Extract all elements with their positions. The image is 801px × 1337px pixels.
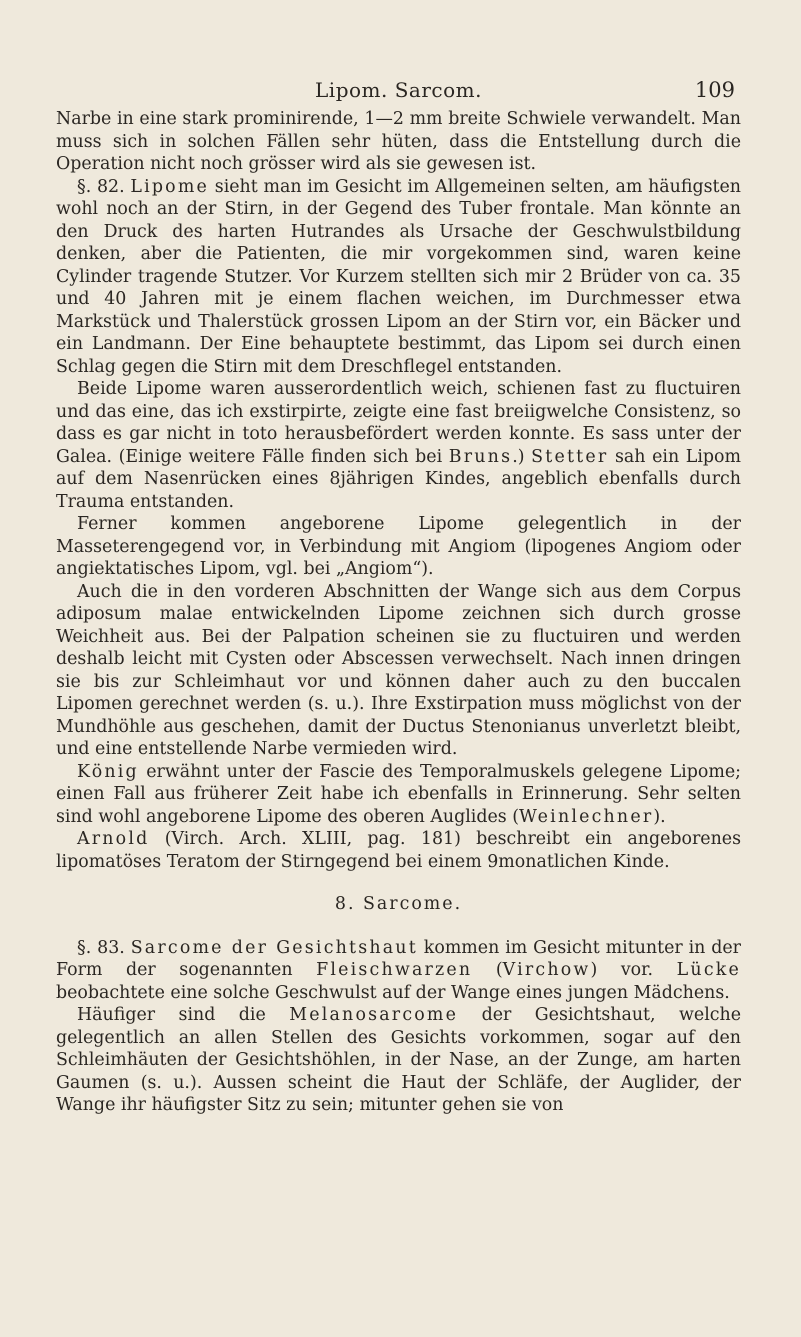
paragraph [56,1004,741,1117]
emphasis-term: Sarcome der Gesichtshaut [130,937,418,958]
text-run: sah ein Lipom auf dem Nasenrücken eines 8jährigen Kindes, angeblich ebenfalls durch Trauma entstanden. [56,446,741,512]
author-name: Stetter [531,446,609,467]
emphasis-term: Lipome [130,176,210,197]
text-run: Auch die in den vorderen Abschnitten der Wange sich aus dem Corpus adiposum malae entwickelnden Lipome zeichnen sich durch grosse Weichheit aus. Bei der Palpation scheinen sie zu fluctuiren und werden deshalb leicht mit Cysten oder Abscessen verwechselt. Nach innen dringen sie bis zur Schleimhaut vor und können daher auch zu den buccalen Lipomen gerechnet werden (s. u.). Ihre Exstirpation muss möglichst von der Mundhöhle aus geschehen, damit der Ductus Stenonianus unverletzt bleibt, und eine entstellende Narbe vermieden wird. [56,581,741,759]
text-run: Ferner kommen angeborene Lipome gelegentlich in der Masseterengegend vor, in Verbindung mit Angiom (lipogenes Angiom oder angiektatisches Lipom, vgl. bei „Angiom“). [56,514,741,579]
text-run: beobachtete eine solche Geschwulst auf der Wange eines jungen Mädchens. [56,982,730,1003]
text-run: ). [653,806,666,827]
body-text [56,108,741,1117]
author-name: König [77,761,139,782]
page-number: 109 [694,78,735,102]
text-run: sieht man im Gesicht im Allgemeinen selten, am häufigsten wohl noch an der Stirn, in der Gegend des Tuber frontale. Man könnte an den Druck des harten Hutrandes als Ursache der Geschwulstbildung denken, aber die Patienten, die mir vorgekommen sind, waren keine Cylinder tragende Stutzer. Vor Kurzem stellten sich mir 2 Brüder von ca. 35 und 40 Jahren mit je einem flachen weichen, im Durchmesser etwa Markstück und Thalerstück grossen Lipom an der Stirn vor, ein Bäcker und ein Landmann. Der Eine behauptete bestimmt, das Lipom sei durch einen Schlag gegen die Stirn mit dem Dreschflegel entstanden. [56,176,742,377]
author-name: Lücke [676,960,741,980]
text-run: (Virch. Arch. XLIII, pag. 181) beschreibt ein angeborenes lipomatöses Teratom der Stirngegend bei einem 9monatlichen Kinde. [56,829,741,872]
text-run: kommen im Gesicht mitunter in der Form der sogenannten [56,937,741,980]
text-run: .) [512,446,532,467]
paragraph [56,761,741,829]
text-run: Narbe in eine stark prominirende, 1—2 mm breite Schwiele verwandelt. Man muss sich in solchen Fällen sehr hüten, dass die Entstellung durch die Operation nicht noch grösser wird als sie gewesen ist. [56,109,741,174]
paragraph [56,937,741,1005]
text-run: erwähnt unter der Fascie des Temporalmuskels gelegene Lipome; einen Fall aus früherer Zeit habe ich ebenfalls in Erinnerung. Sehr selten sind wohl angeborene Lipome des oberen Auglides ( [56,761,741,827]
section-number: §. 83. [77,937,131,958]
paragraph [56,581,741,761]
emphasis-term: Fleischwarzen [316,960,473,980]
paragraph [56,108,741,176]
text-run: ) vor. [590,960,677,980]
page-header [56,78,741,106]
author-name: Bruns [448,446,513,467]
author-name: Arnold [77,829,150,849]
paragraph [56,176,741,379]
section-number: §. 82. [77,176,131,197]
paragraph [56,378,741,513]
text-run: Beide Lipome waren ausserordentlich weich, schienen fast zu fluctuiren und das eine, das ich exstirpirte, zeigte eine fast breiigwelche Consistenz, so dass es gar nicht in toto herausbefördert werden konnte. Es sass unter der Galea. (Einige weitere Fälle finden sich bei [56,379,741,467]
emphasis-term: Melanosarcome [289,1005,459,1025]
section-heading: 8. Sarcome. [334,894,463,914]
author-name: Weinlechner [519,806,654,827]
text-run: der Gesichtshaut, welche gelegentlich an allen Stellen des Gesichts vorkommen, sogar auf den Schleimhäuten der Gesichtshöhlen, in der Nase, an der Zunge, am harten Gaumen (s. u.). Aussen scheint die Haut der Schläfe, der Auglider, der Wange ihr häufigster Sitz zu sein; mitunter gehen sie von [56,1005,741,1115]
author-name: Virchow [502,960,591,980]
paragraph [56,513,741,581]
text-run: ( [472,960,503,980]
text-run: Häufiger sind die [77,1005,290,1025]
running-title: Lipom. Sarcom. [315,78,482,102]
paragraph [56,828,741,873]
